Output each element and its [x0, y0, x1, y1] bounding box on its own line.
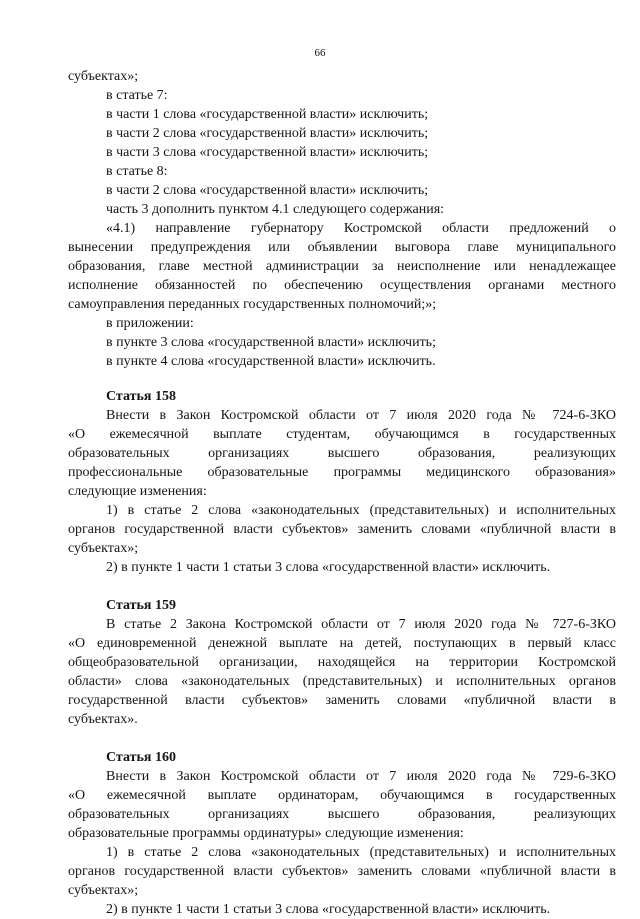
text-line: профессиональные образовательные программы медицинского образования»	[68, 465, 616, 480]
text-line: общеобразовательной организации, находящейся на территории Костромской	[68, 655, 616, 670]
text-line: исполнение обязанностей по обеспечению осуществления органами местного	[68, 278, 616, 293]
text-line: государственной власти субъектов» заменить словами «публичной власти в	[68, 693, 616, 708]
text-line: «4.1) направление губернатору Костромской области предложений о	[106, 221, 616, 236]
text-line: самоуправления переданных государственных полномочий;»;	[68, 297, 437, 312]
text-line: в статье 8:	[106, 164, 168, 179]
document-body	[68, 67, 616, 919]
text-line: субъектах».	[68, 712, 138, 727]
text-line: 2) в пункте 1 части 1 статьи 3 слова «государственной власти» исключить.	[106, 902, 551, 917]
text-line: в пункте 4 слова «государственной власти» исключить.	[106, 354, 436, 369]
text-line: вынесении предупреждения или объявлении выговора главе муниципального	[68, 240, 616, 255]
text-line: образовательные программы ординатуры» следующие изменения:	[68, 826, 464, 841]
page-number: 66	[314, 47, 326, 59]
text-line: образовательных организациях высшего образования, реализующих	[68, 807, 616, 822]
text-line: Внести в Закон Костромской области от 7 июля 2020 года № 724-6-ЗКО	[106, 408, 616, 423]
text-line: 1) в статье 2 слова «законодательных (представительных) и исполнительных	[106, 845, 616, 860]
text-line: субъектах»;	[68, 541, 139, 556]
text-line: в части 1 слова «государственной власти» исключить;	[106, 107, 429, 122]
text-line: в статье 7:	[106, 88, 168, 103]
text-line: образования, главе местной администрации за неисполнение или ненадлежащее	[68, 259, 616, 274]
text-line: в части 2 слова «государственной власти» исключить;	[106, 126, 429, 141]
text-line: органов государственной власти субъектов» заменить словами «публичной власти в	[68, 864, 616, 879]
text-line: 2) в пункте 1 части 1 статьи 3 слова «государственной власти» исключить.	[106, 560, 551, 575]
text-line: часть 3 дополнить пунктом 4.1 следующего содержания:	[106, 202, 445, 217]
text-line: 1) в статье 2 слова «законодательных (представительных) и исполнительных	[106, 503, 616, 518]
text-line: в приложении:	[106, 316, 194, 331]
text-line: «О единовременной денежной выплате на детей, поступающих в первый класс	[68, 636, 616, 651]
text-line: области» слова «законодательных (представительных) и исполнительных органов	[68, 674, 616, 689]
article-title: Статья 160	[106, 750, 176, 765]
article-title: Статья 158	[106, 389, 176, 404]
text-line: в пункте 3 слова «государственной власти» исключить;	[106, 335, 436, 350]
text-line: «О ежемесячной выплате ординаторам, обучающимся в государственных	[68, 788, 616, 803]
text-line: «О ежемесячной выплате студентам, обучающимся в государственных	[68, 427, 616, 442]
article-title: Статья 159	[106, 598, 176, 613]
text-line: субъектах»;	[68, 69, 139, 84]
text-line: в части 2 слова «государственной власти» исключить;	[106, 183, 429, 198]
text-line: Внести в Закон Костромской области от 7 июля 2020 года № 729-6-ЗКО	[106, 769, 616, 784]
text-line: субъектах»;	[68, 883, 139, 898]
text-line: В статье 2 Закона Костромской области от 7 июля 2020 года № 727-6-ЗКО	[106, 617, 616, 632]
text-line: органов государственной власти субъектов» заменить словами «публичной власти в	[68, 522, 616, 537]
text-line: образовательных организациях высшего образования, реализующих	[68, 446, 616, 461]
text-line: следующие изменения:	[68, 484, 207, 499]
text-line: в части 3 слова «государственной власти» исключить;	[106, 145, 429, 160]
